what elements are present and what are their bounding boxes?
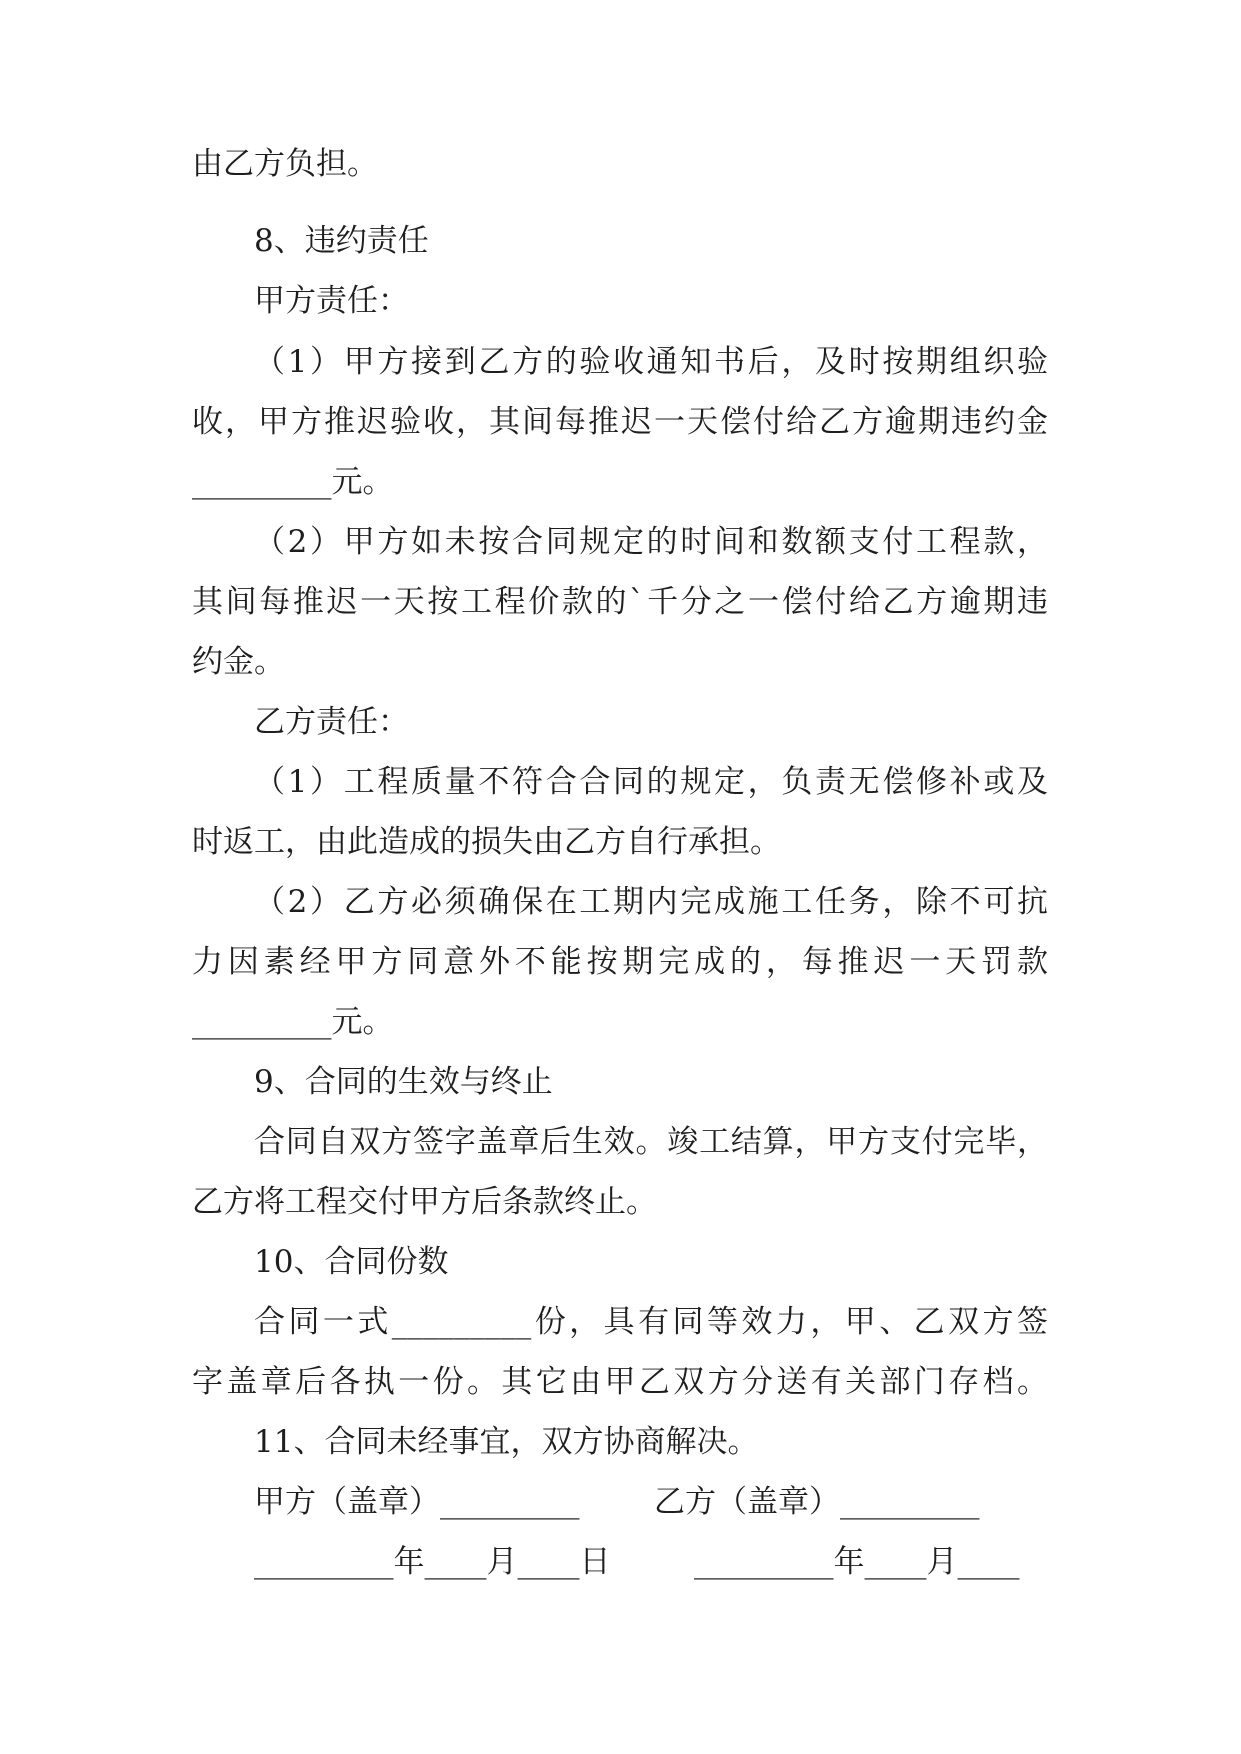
section-heading: 11、合同未经事宜，双方协商解决。 [254, 1424, 759, 1460]
party-b-seal: 乙方（盖章）_________ [654, 1484, 980, 1520]
paragraph-line: _________元。 [192, 1004, 394, 1040]
paragraph-line: （2）乙方必须确保在工期内完成施工任务，除不可抗 [254, 884, 1048, 920]
section-heading: 9、合同的生效与终止 [254, 1064, 553, 1100]
paragraph-line: 字盖章后各执一份。其它由甲乙双方分送有关部门存档。 [192, 1364, 1048, 1400]
paragraph-line: 合同自双方签字盖章后生效。竣工结算，甲方支付完毕， [254, 1124, 1048, 1160]
paragraph-line: （2）甲方如未按合同规定的时间和数额支付工程款， [254, 524, 1048, 560]
party-b-date: _________年____月____ [694, 1544, 1020, 1580]
party-a-seal: 甲方（盖章）_________ [254, 1484, 580, 1520]
subsection-heading: 乙方责任： [254, 704, 409, 740]
paragraph-line: _________元。 [192, 464, 394, 500]
party-a-date: _________年____月____日 [254, 1544, 611, 1580]
paragraph-line: 力因素经甲方同意外不能按期完成的，每推迟一天罚款 [192, 944, 1048, 980]
paragraph-line: 由乙方负担。 [192, 146, 378, 182]
paragraph-line: （1）甲方接到乙方的验收通知书后，及时按期组织验 [254, 344, 1048, 380]
paragraph-line: 其间每推迟一天按工程价款的`千分之一偿付给乙方逾期违 [192, 584, 1048, 620]
paragraph-line: 收，甲方推迟验收，其间每推迟一天偿付给乙方逾期违约金 [192, 404, 1048, 440]
section-heading: 8、违约责任 [254, 223, 429, 259]
paragraph-line: （1）工程质量不符合合同的规定，负责无偿修补或及 [254, 764, 1048, 800]
section-heading: 10、合同份数 [254, 1244, 449, 1280]
paragraph-line: 约金。 [192, 644, 285, 680]
subsection-heading: 甲方责任： [254, 283, 409, 319]
paragraph-line: 乙方将工程交付甲方后条款终止。 [192, 1184, 657, 1220]
paragraph-line: 合同一式_________份，具有同等效力，甲、乙双方签 [254, 1304, 1048, 1340]
paragraph-line: 时返工，由此造成的损失由乙方自行承担。 [192, 824, 781, 860]
